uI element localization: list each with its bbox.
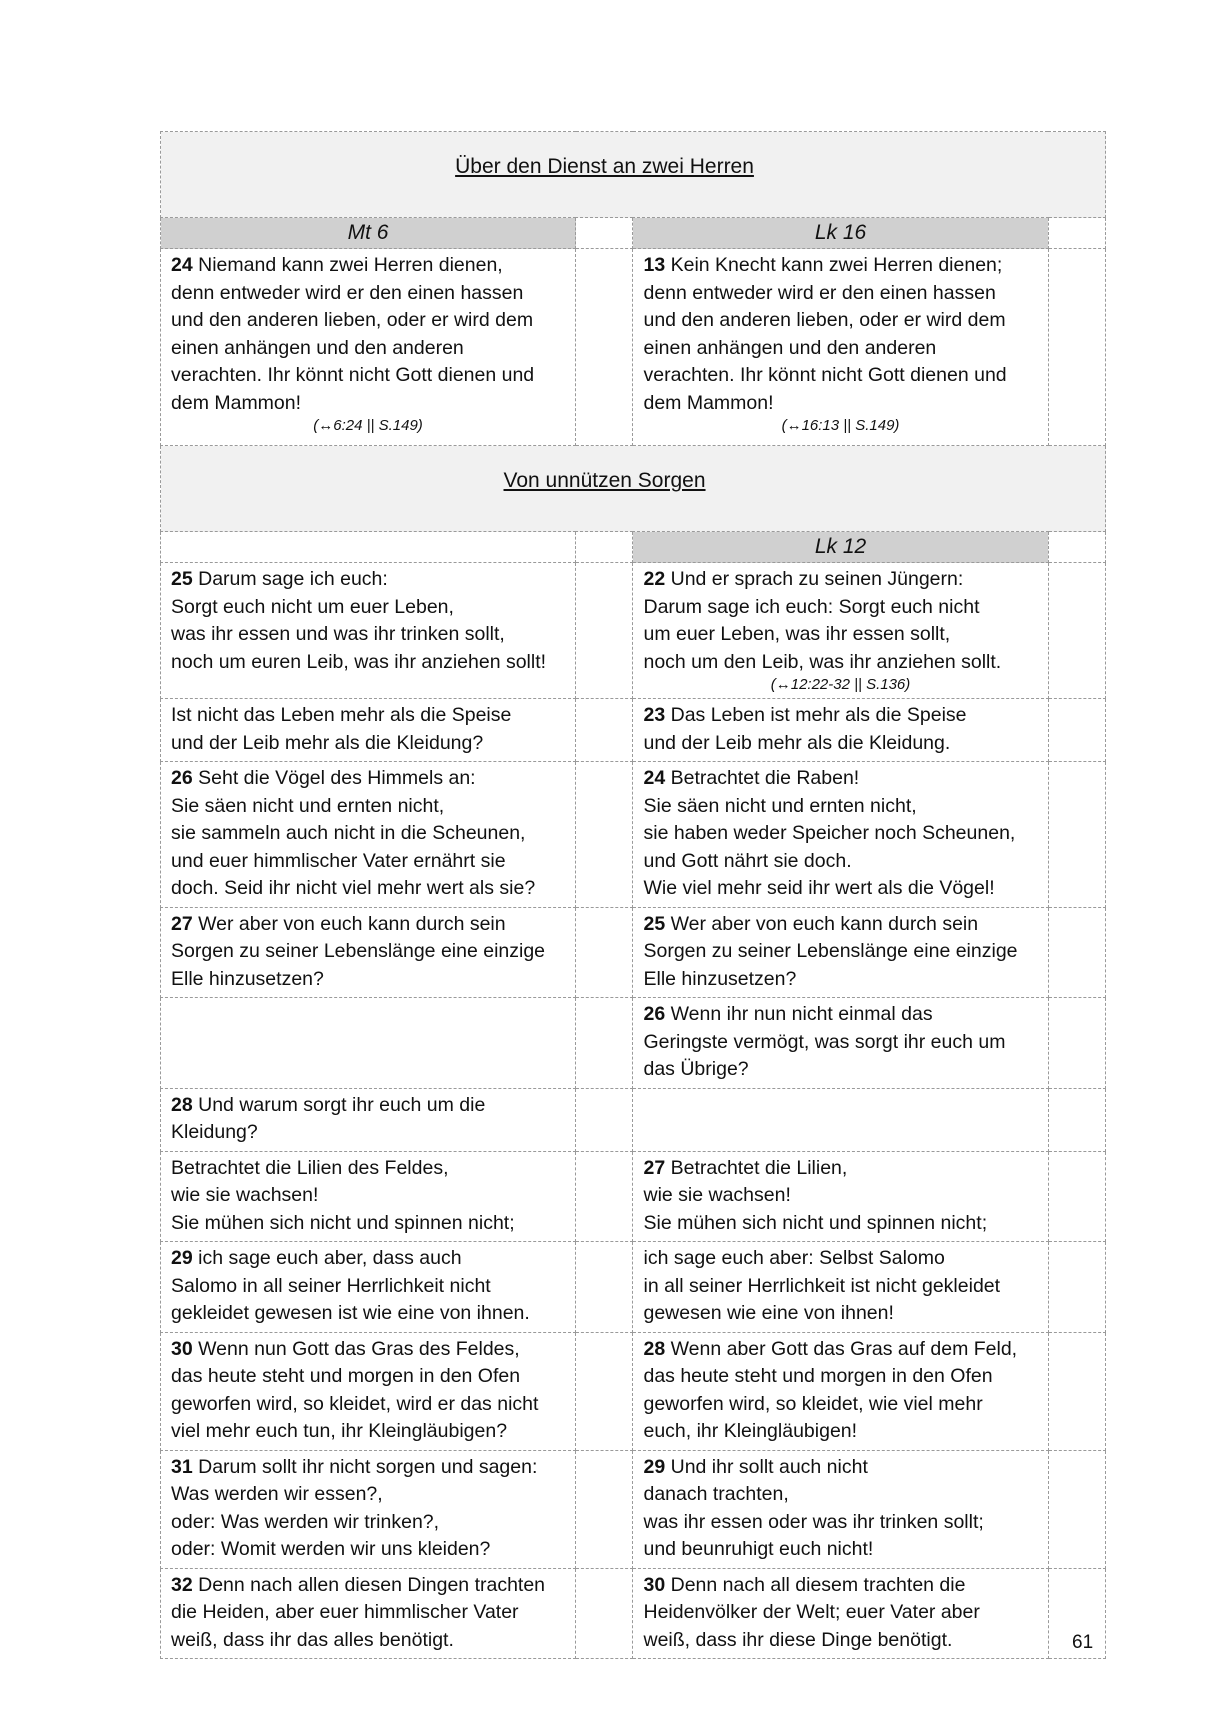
lk-cell (633, 1568, 1048, 1659)
mt-cell (161, 1151, 576, 1242)
lk-cell (633, 907, 1048, 998)
verse-number: 24 (643, 767, 666, 789)
synopsis-table (160, 131, 1106, 1659)
verse-text: Und er sprach zu seinen Jüngern: Darum sage ich euch: Sorgt euch nicht um euer Leben, was ihr essen sollt, noch um den Leib, was ihr anziehen sollt. (643, 568, 1002, 673)
verse-text: Wenn ihr nun nicht einmal das Geringste vermögt, was sorgt ihr euch um das Übrige? (643, 1003, 1006, 1080)
verse-number: 24 (171, 254, 193, 276)
verse-row (161, 1088, 1106, 1151)
lk-cell (633, 1450, 1048, 1568)
mt-cell (161, 1332, 576, 1450)
verse-text: Wenn nun Gott das Gras des Feldes, das heute steht und morgen in den Ofen geworfen wird, so kleidet, wird er das nicht viel mehr euch tun, ihr Kleingläubigen? (171, 1337, 539, 1442)
lk-cell (633, 998, 1048, 1089)
lk-cell (633, 762, 1048, 908)
cross-reference: (↔6:24 || S.149) (313, 417, 423, 434)
mt-cell (161, 998, 576, 1089)
verse-row (161, 762, 1106, 908)
column-header-lk: Lk 12 (633, 532, 1048, 563)
verse-text: ich sage euch aber, dass auch Salomo in all seiner Herrlichkeit nicht gekleidet gewesen ist wie eine von ihnen. (171, 1247, 530, 1324)
lk-cell (633, 699, 1048, 762)
verse-row (161, 1151, 1106, 1242)
mt-cell (161, 1242, 576, 1333)
verse-number: 30 (171, 1337, 193, 1360)
verse-text: ich sage euch aber: Selbst Salomo in all seiner Herrlichkeit ist nicht gekleidet gewesen wie eine von ihnen! (643, 1247, 1001, 1324)
verse-text: Niemand kann zwei Herren dienen, denn entweder wird er den einen hassen und den anderen lieben, oder er wird dem einen anhängen und den anderen verachten. Ihr könnt nicht Gott dienen und dem Mammon! (171, 254, 535, 414)
verse-number: 27 (643, 1156, 666, 1179)
mt-cell (161, 1450, 576, 1568)
verse-number: 31 (171, 1455, 193, 1478)
verse-number: 26 (643, 1003, 666, 1025)
verse-text: Betrachtet die Lilien, wie sie wachsen! Sie mühen sich nicht und spinnen nicht; (643, 1156, 988, 1234)
verse-text: Wer aber von euch kann durch sein Sorgen zu seiner Lebenslänge eine einzige Elle hinzusetzen? (171, 912, 546, 990)
verse-text: Das Leben ist mehr als die Speise und der Leib mehr als die Kleidung. (643, 704, 967, 754)
column-header-lk: Lk 16 (633, 218, 1048, 249)
verse-number: 32 (171, 1573, 193, 1596)
verse-text: Denn nach allen diesen Dingen trachten die Heiden, aber euer himmlischer Vater weiß, dass ihr das alles benötigt. (171, 1573, 546, 1651)
verse-row (161, 998, 1106, 1089)
mt-cell (161, 249, 576, 446)
verse-text: Betrachtet die Raben! Sie säen nicht und ernten nicht, sie haben weder Speicher noch Scheunen, und Gott nährt sie doch. Wie viel mehr seid ihr wert als die Vögel! (643, 767, 1016, 899)
lk-cell (633, 1088, 1048, 1151)
verse-row (161, 907, 1106, 998)
verse-number: 29 (643, 1455, 666, 1478)
verse-text: Darum sollt ihr nicht sorgen und sagen: Was werden wir essen?, oder: Was werden wir trinken?, oder: Womit werden wir uns kleiden? (171, 1455, 538, 1560)
verse-number: 29 (171, 1247, 193, 1269)
mt-cell (161, 563, 576, 699)
verse-text: Kein Knecht kann zwei Herren dienen; denn entweder wird er den einen hassen und den anderen lieben, oder er wird dem einen anhängen und den anderen verachten. Ihr könnt nicht Gott dienen und dem Mammon! (643, 254, 1007, 414)
column-header-mt: Mt 6 (161, 218, 576, 249)
verse-text: Wenn aber Gott das Gras auf dem Feld, das heute steht und morgen in den Ofen geworfen wird, so kleidet, wie viel mehr euch, ihr Kleingläubigen! (643, 1337, 1018, 1442)
lk-cell (633, 1332, 1048, 1450)
verse-number: 22 (643, 568, 666, 590)
verse-text: Darum sage ich euch: Sorgt euch nicht um euer Leben, was ihr essen und was ihr trinken sollt, noch um euren Leib, was ihr anziehen sollt! (171, 568, 547, 673)
verse-row (161, 1450, 1106, 1568)
column-header-row (161, 532, 1106, 563)
verse-number: 27 (171, 912, 193, 935)
section-row (161, 446, 1106, 532)
verse-text: Denn nach all diesem trachten die Heidenvölker der Welt; euer Vater aber weiß, dass ihr diese Dinge benötigt. (643, 1573, 980, 1651)
verse-row (161, 1568, 1106, 1659)
verse-text: Ist nicht das Leben mehr als die Speise und der Leib mehr als die Kleidung? (171, 704, 512, 754)
section-title: Von unnützen Sorgen (503, 469, 706, 492)
mt-cell (161, 1088, 576, 1151)
verse-number: 23 (643, 704, 666, 726)
mt-cell (161, 1568, 576, 1659)
verse-text: Und warum sorgt ihr euch um die Kleidung? (171, 1093, 486, 1143)
lk-cell (633, 1151, 1048, 1242)
section-title: Über den Dienst an zwei Herren (455, 155, 754, 178)
synopsis-page (160, 131, 1106, 1659)
column-header-row (161, 218, 1106, 249)
verse-text: Wer aber von euch kann durch sein Sorgen zu seiner Lebenslänge eine einzige Elle hinzusetzen? (643, 912, 1018, 990)
mt-cell (161, 762, 576, 908)
mt-cell (161, 907, 576, 998)
lk-cell (633, 563, 1048, 699)
lk-cell (633, 1242, 1048, 1333)
section-row (161, 132, 1106, 218)
verse-number: 25 (171, 568, 193, 590)
cross-reference: (↔12:22-32 || S.136) (770, 676, 911, 693)
verse-number: 25 (643, 912, 666, 935)
verse-row (161, 1332, 1106, 1450)
verse-row (161, 249, 1106, 446)
verse-text: Und ihr sollt auch nicht danach trachten, was ihr essen oder was ihr trinken sollt; und beunruhigt euch nicht! (643, 1455, 984, 1560)
verse-row (161, 699, 1106, 762)
verse-text: Seht die Vögel des Himmels an: Sie säen nicht und ernten nicht, sie sammeln auch nicht in die Scheunen, und euer himmlischer Vater ernährt sie doch. Seid ihr nicht viel mehr wert als sie? (171, 767, 536, 899)
verse-text: Betrachtet die Lilien des Feldes, wie sie wachsen! Sie mühen sich nicht und spinnen nicht; (171, 1156, 515, 1234)
verse-number: 30 (643, 1573, 666, 1596)
verse-row (161, 563, 1106, 699)
lk-cell (633, 249, 1048, 446)
verse-number: 26 (171, 767, 193, 789)
column-header-mt (161, 532, 576, 563)
verse-number: 13 (643, 254, 666, 276)
mt-cell (161, 699, 576, 762)
verse-number: 28 (643, 1337, 666, 1360)
page-number: 61 (1072, 1632, 1094, 1653)
cross-reference: (↔16:13 || S.149) (781, 417, 900, 434)
verse-number: 28 (171, 1093, 193, 1116)
verse-row (161, 1242, 1106, 1333)
